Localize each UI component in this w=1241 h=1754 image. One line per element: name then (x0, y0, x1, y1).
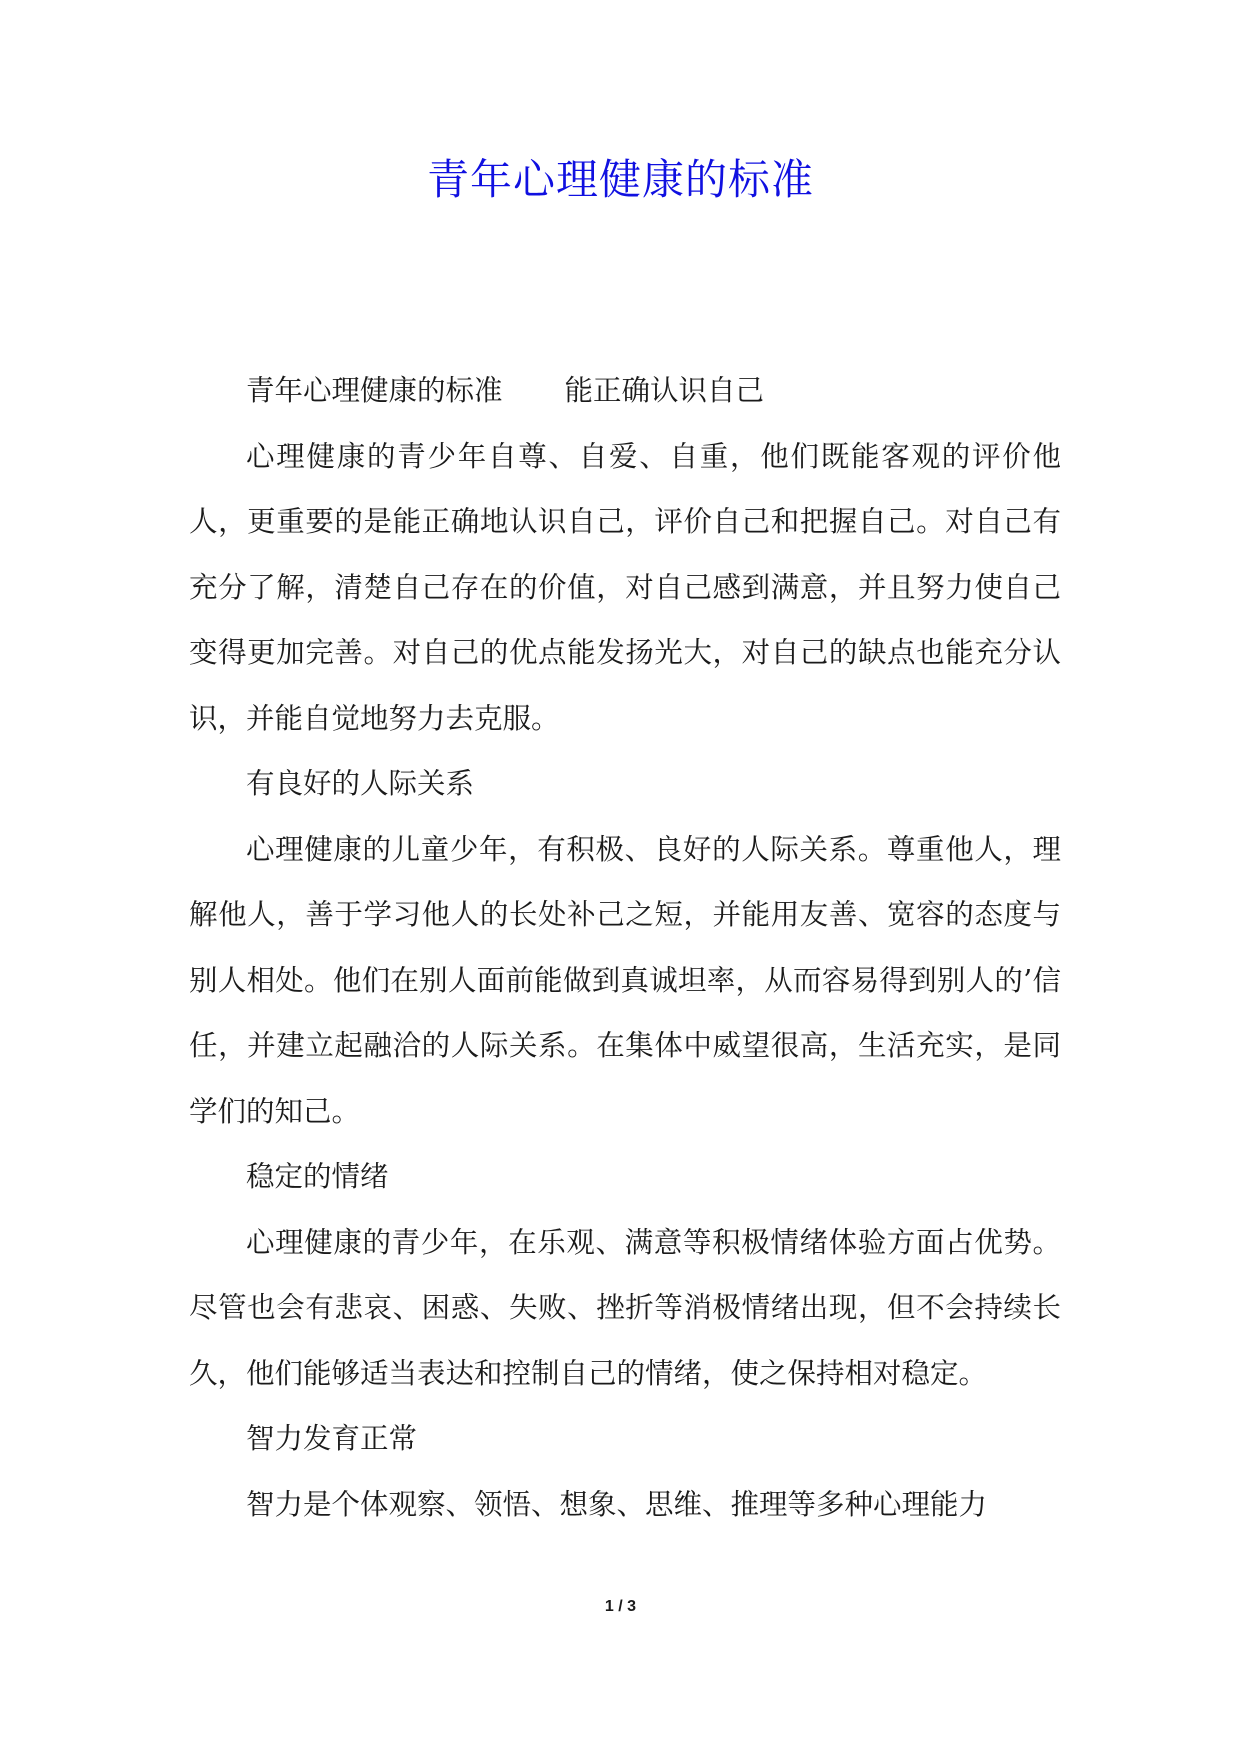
paragraph-emotions: 心理健康的青少年，在乐观、满意等积极情绪体验方面占优势。尽管也会有悲哀、困惑、失败、挫折等消极情绪出现，但不会持续长久，他们能够适当表达和控制自己的情绪，使之保持相对稳定。 (189, 1225, 1061, 1390)
paragraph-self-awareness: 心理健康的青少年自尊、自爱、自重，他们既能客观的评价他人，更重要的是能正确地认识自己，评价自己和把握自己。对自己有充分了解，清楚自己存在的价值，对自己感到满意，并且努力使自己变得更加完善。对自己的优点能发扬光大，对自己的缺点也能充分认识，并能自觉地努力去克服。 (189, 439, 1061, 735)
paragraph-intelligence: 智力是个体观察、领悟、想象、思维、推理等多种心理能力 (246, 1487, 988, 1521)
document-body (189, 358, 1061, 1537)
section-heading-emotions: 稳定的情绪 (246, 1160, 389, 1193)
document-title: 青年心理健康的标准 (426, 155, 814, 204)
section-heading-intelligence: 智力发育正常 (246, 1422, 418, 1455)
first-heading-part2: 能正确认识自己 (564, 374, 765, 407)
page-number: 1 / 3 (604, 1598, 637, 1615)
section-heading-relationships: 有良好的人际关系 (246, 767, 475, 800)
first-heading-line (189, 358, 1061, 424)
paragraph-relationships: 心理健康的儿童少年，有积极、良好的人际关系。尊重他人，理解他人，善于学习他人的长处补己之短，并能用友善、宽容的态度与别人相处。他们在别人面前能做到真诚坦率，从而容易得到别人的’信任，并建立起融洽的人际关系。在集体中威望很高，生活充实，是同学们的知己。 (189, 832, 1061, 1128)
first-heading-part1: 青年心理健康的标准 (246, 374, 503, 407)
